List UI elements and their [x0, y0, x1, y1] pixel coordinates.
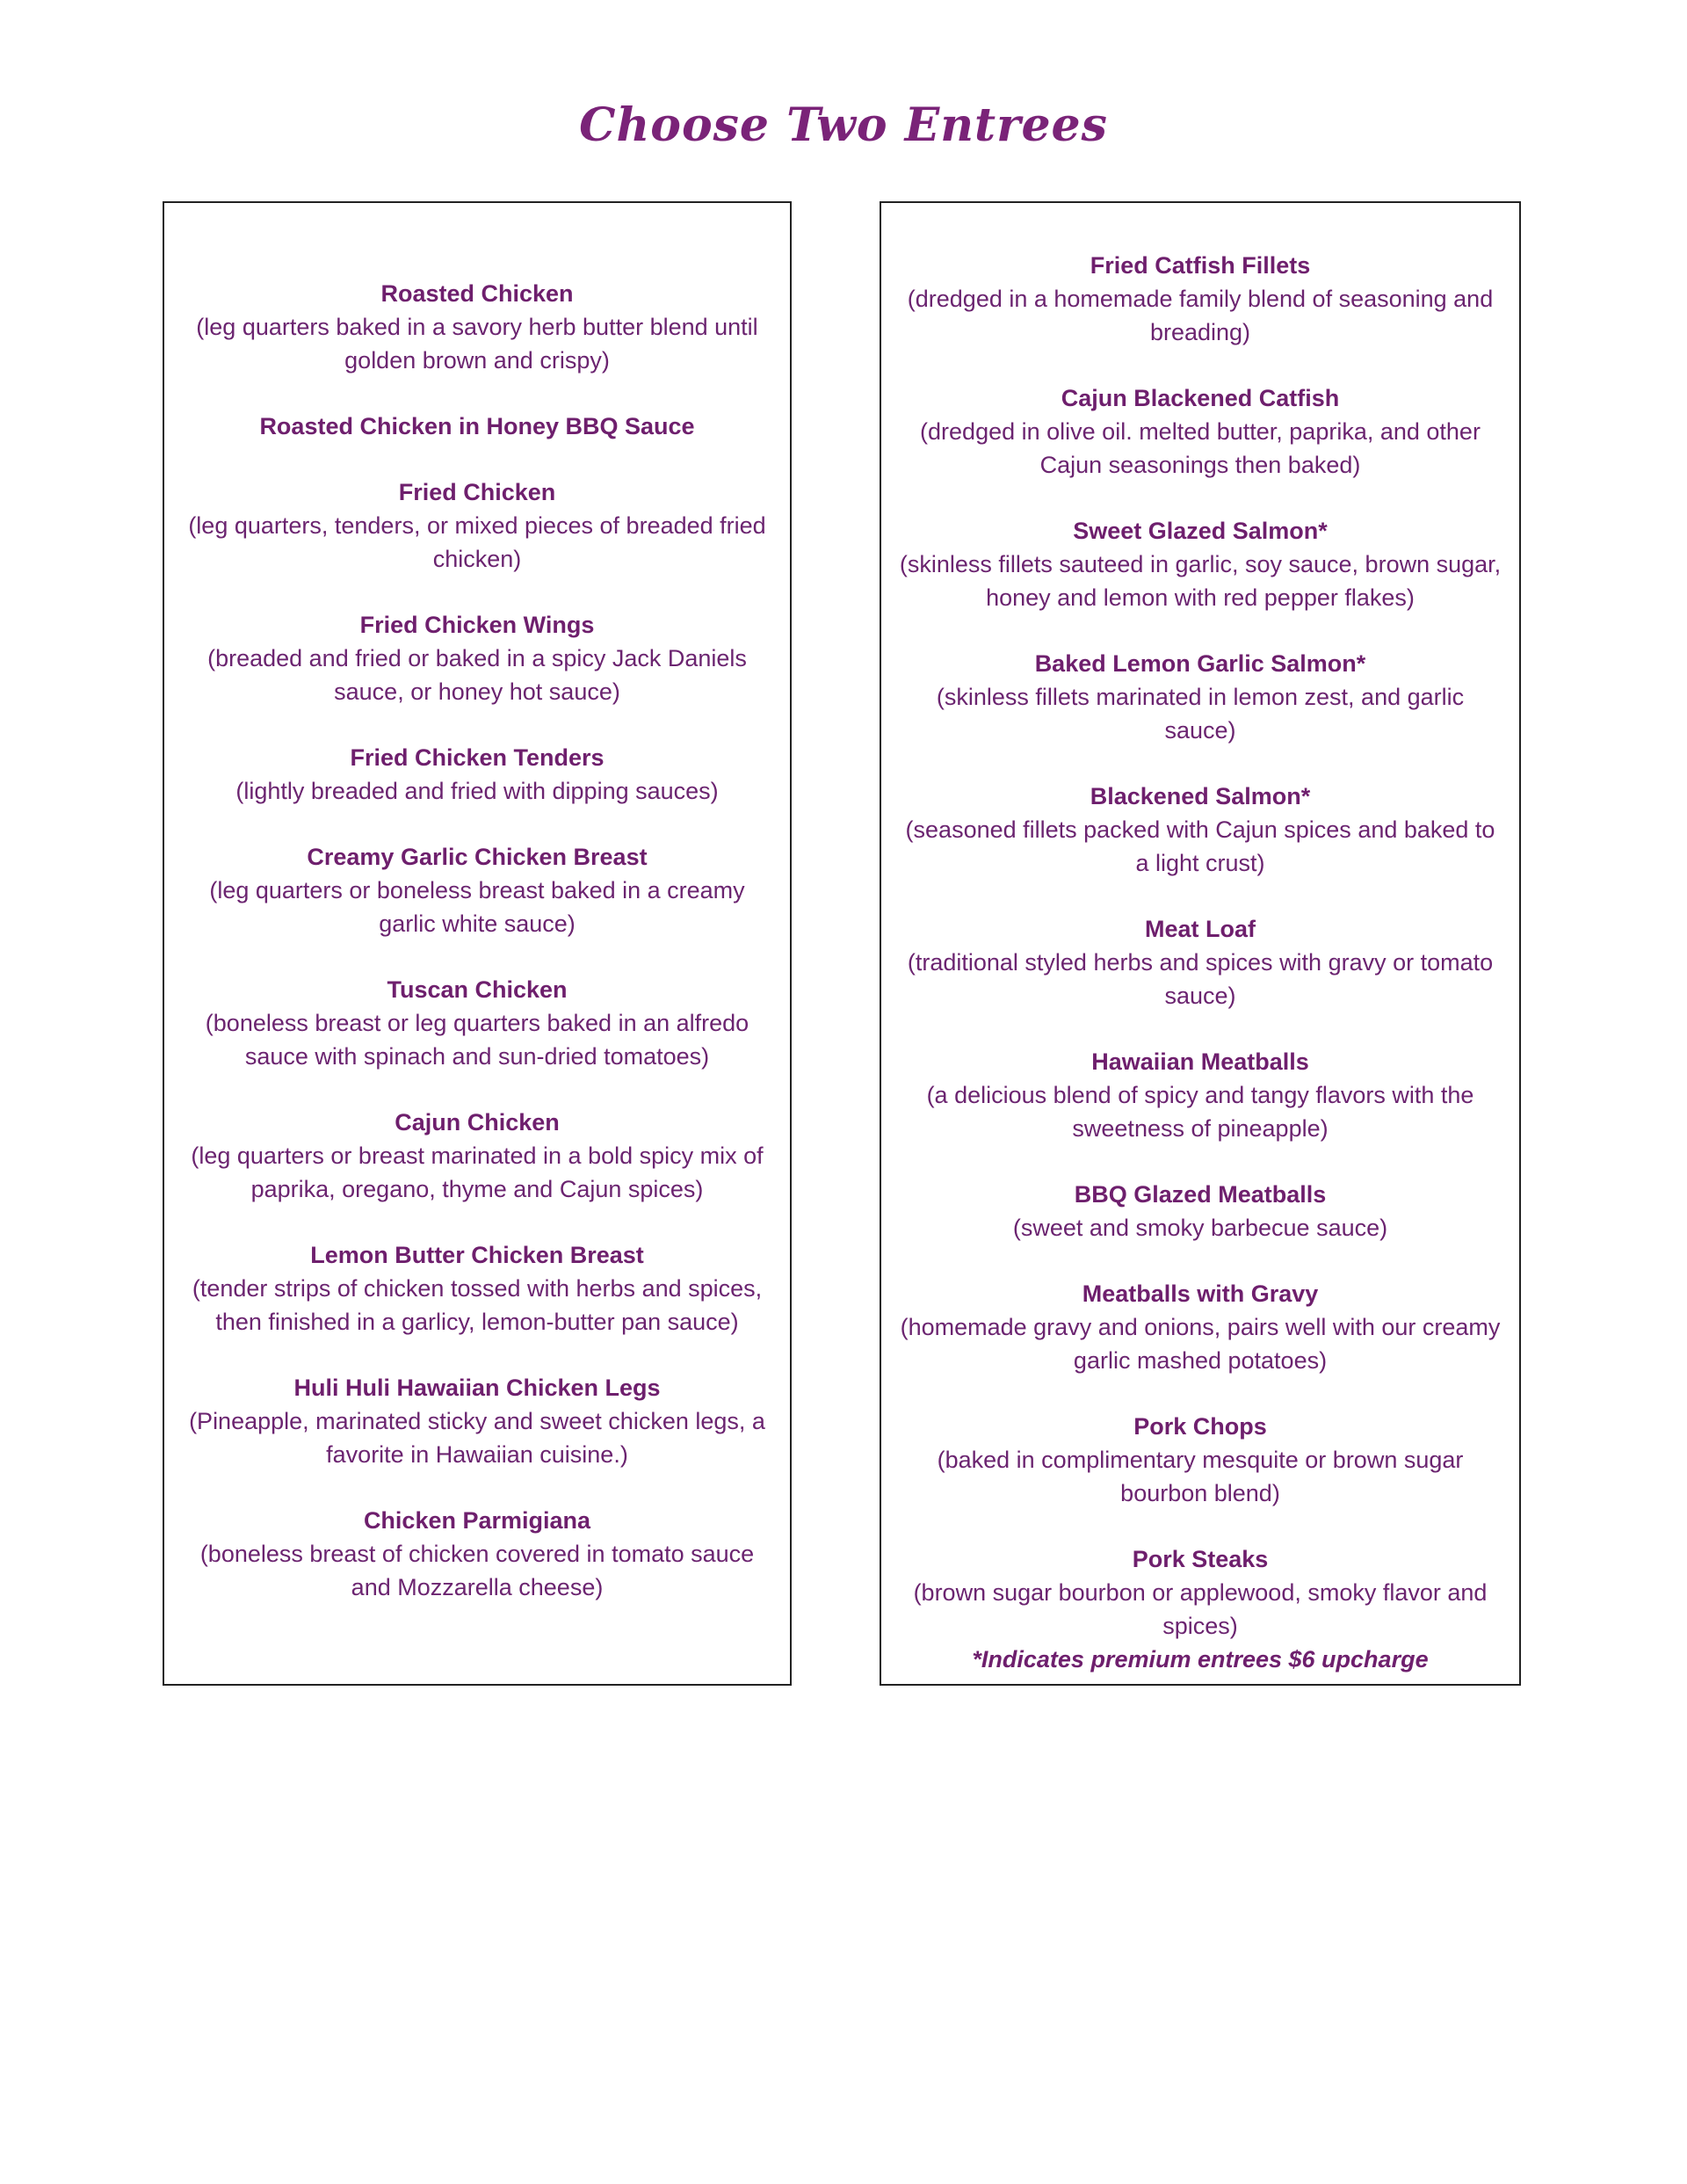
entree-name: Fried Chicken: [398, 479, 556, 505]
entree-name: Cajun Blackened Catfish: [1061, 385, 1340, 411]
entree-item: [899, 912, 1502, 1012]
entree-description: (brown sugar bourbon or applewood, smoky flavor and spices): [913, 1579, 1488, 1639]
entree-item: [182, 1371, 772, 1471]
entree-item: [182, 973, 772, 1073]
entree-name: Chicken Parmigiana: [363, 1507, 591, 1534]
entree-description: (skinless fillets sauteed in garlic, soy sauce, brown sugar, honey and lemon with red pepper flakes): [899, 551, 1502, 611]
entree-description: (boneless breast of chicken covered in tomato sauce and Mozzarella cheese): [199, 1541, 755, 1600]
entree-description: (Pineapple, marinated sticky and sweet chicken legs, a favorite in Hawaiian cuisine.): [189, 1408, 765, 1468]
entree-item: [899, 1178, 1502, 1244]
entree-name: BBQ Glazed Meatballs: [1074, 1181, 1327, 1208]
entree-description: (lightly breaded and fried with dipping sauces): [235, 778, 719, 804]
entree-description: (homemade gravy and onions, pairs well with our creamy garlic mashed potatoes): [900, 1314, 1501, 1374]
entree-item: [899, 1542, 1502, 1643]
entree-item: [182, 1238, 772, 1339]
entree-item: [182, 277, 772, 377]
entree-name: Tuscan Chicken: [387, 976, 568, 1003]
entree-description: (leg quarters baked in a savory herb butter blend until golden brown and crispy): [196, 314, 758, 374]
entree-description: (baked in complimentary mesquite or brown sugar bourbon blend): [937, 1447, 1464, 1506]
entree-name: Cajun Chicken: [395, 1109, 560, 1136]
entree-item: [182, 608, 772, 708]
entree-item: [899, 249, 1502, 349]
entree-description: (leg quarters or breast marinated in a bold spicy mix of paprika, oregano, thyme and Cajun spices): [191, 1143, 764, 1202]
entree-column-right: [880, 201, 1521, 1686]
entree-name: Sweet Glazed Salmon*: [1073, 518, 1328, 544]
entree-name: Pork Steaks: [1132, 1546, 1269, 1572]
entree-name: Roasted Chicken: [380, 280, 574, 307]
entree-name: Fried Catfish Fillets: [1090, 252, 1311, 279]
entree-name: Blackened Salmon*: [1090, 783, 1311, 809]
entree-name: Meatballs with Gravy: [1082, 1281, 1319, 1307]
entree-item: [182, 475, 772, 576]
entree-name: Fried Chicken Wings: [359, 612, 595, 638]
entree-description: (leg quarters or boneless breast baked in a creamy garlic white sauce): [209, 877, 745, 937]
entree-item: [182, 741, 772, 808]
entree-name: Hawaiian Meatballs: [1091, 1048, 1309, 1075]
entree-item: [899, 1410, 1502, 1510]
entree-item: [899, 381, 1502, 482]
entree-description: (seasoned fillets packed with Cajun spices and baked to a light crust): [905, 816, 1495, 876]
entree-name: Lemon Butter Chicken Breast: [310, 1242, 644, 1268]
entree-item: [899, 514, 1502, 614]
premium-footnote: *Indicates premium entrees $6 upcharge: [972, 1646, 1429, 1672]
entree-name: Creamy Garlic Chicken Breast: [307, 844, 648, 870]
entree-item: [899, 1277, 1502, 1377]
entree-description: (sweet and smoky barbecue sauce): [1012, 1215, 1388, 1241]
entree-item: [899, 1045, 1502, 1145]
entree-column-left: [163, 201, 792, 1686]
entree-description: (dredged in a homemade family blend of seasoning and breading): [907, 286, 1494, 345]
entree-name: Roasted Chicken in Honey BBQ Sauce: [259, 413, 695, 439]
entree-description: (boneless breast or leg quarters baked in an alfredo sauce with spinach and sun-dried tomatoes): [205, 1010, 749, 1070]
entree-name: Pork Chops: [1133, 1413, 1267, 1440]
entree-item: [899, 780, 1502, 880]
entree-item: [899, 647, 1502, 747]
entree-name: Meat Loaf: [1144, 916, 1256, 942]
entree-name: Huli Huli Hawaiian Chicken Legs: [293, 1375, 661, 1401]
entree-item: [182, 1106, 772, 1206]
entree-item: [182, 840, 772, 940]
entree-description: (tender strips of chicken tossed with herbs and spices, then finished in a garlicy, lemon-butter pan sauce): [192, 1275, 763, 1335]
page-title: Choose Two Entrees: [579, 98, 1108, 152]
entree-name: Baked Lemon Garlic Salmon*: [1034, 650, 1366, 677]
entree-description: (leg quarters, tenders, or mixed pieces of breaded fried chicken): [188, 512, 766, 572]
entree-description: (a delicious blend of spicy and tangy flavors with the sweetness of pineapple): [926, 1082, 1474, 1142]
entree-item: [182, 410, 772, 443]
entree-description: (skinless fillets marinated in lemon zest, and garlic sauce): [936, 684, 1465, 744]
entree-description: (traditional styled herbs and spices with gravy or tomato sauce): [907, 949, 1494, 1009]
entree-item: [182, 1504, 772, 1604]
entree-description: (breaded and fried or baked in a spicy Jack Daniels sauce, or honey hot sauce): [207, 645, 747, 705]
entree-name: Fried Chicken Tenders: [350, 744, 605, 771]
entree-description: (dredged in olive oil. melted butter, paprika, and other Cajun seasonings then baked): [920, 418, 1481, 478]
